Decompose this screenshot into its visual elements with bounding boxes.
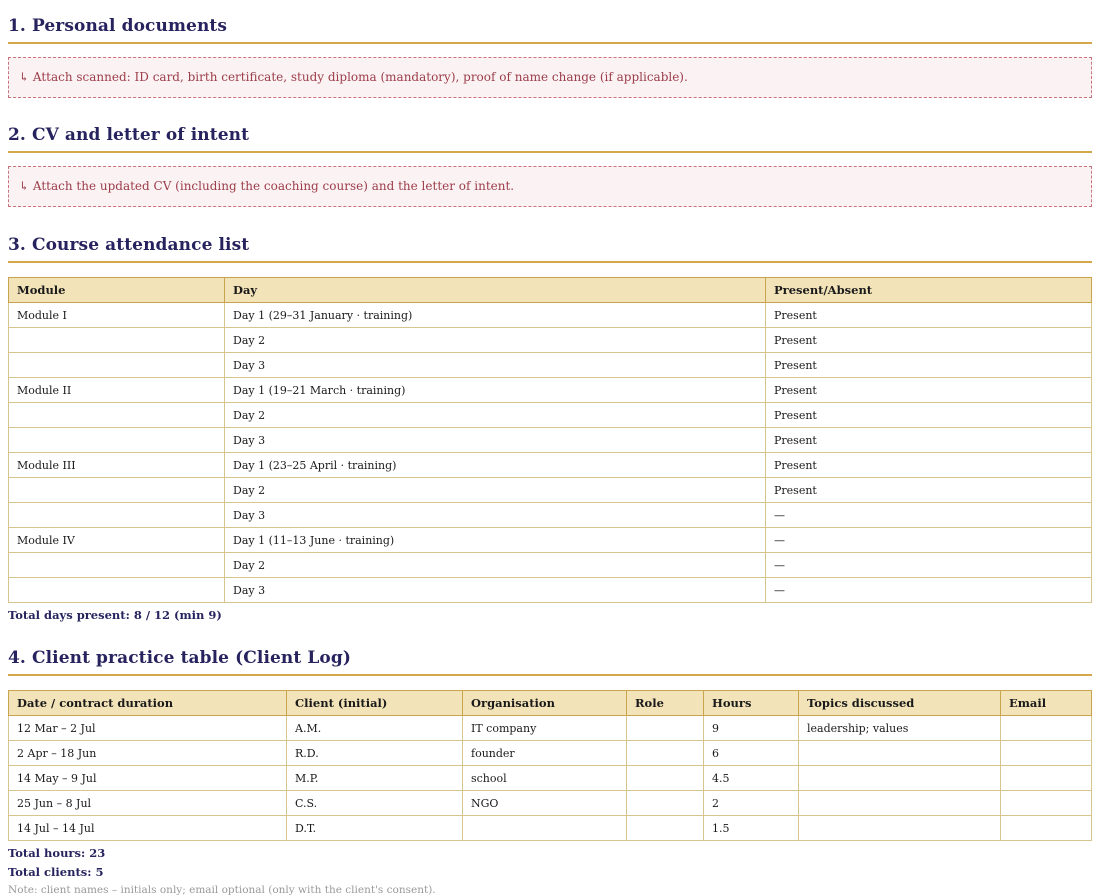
attendance-row-cell: Present	[766, 303, 1092, 328]
section-title-cv-letter: 2. CV and letter of intent	[8, 98, 1092, 153]
attendance-row	[9, 528, 1092, 553]
client-log-row	[9, 716, 1092, 741]
attendance-row	[9, 503, 1092, 528]
client-total-hours: Total hours: 23	[8, 846, 106, 860]
attendance-row-cell: Day 1 (19–21 March · training)	[225, 378, 766, 403]
client-log-row-cell	[627, 791, 704, 816]
client-log-row-cell: 14 Jul – 14 Jul	[9, 816, 287, 841]
client-header-email: Email	[1001, 691, 1092, 716]
client-log-row-cell	[627, 816, 704, 841]
client-log-row-cell	[799, 791, 1001, 816]
attendance-row-cell: Day 3	[225, 578, 766, 603]
attendance-row-cell: Module I	[9, 303, 225, 328]
cv-letter-notice: ↳ Attach the updated CV (including the coaching course) and the letter of intent.	[8, 166, 1092, 207]
attendance-header-present: Present/Absent	[766, 278, 1092, 303]
client-header-organisation: Organisation	[463, 691, 627, 716]
attendance-row	[9, 303, 1092, 328]
client-log-row-cell: school	[463, 766, 627, 791]
attendance-row-cell	[9, 328, 225, 353]
attendance-row-cell	[9, 553, 225, 578]
personal-documents-notice: ↳ Attach scanned: ID card, birth certificate, study diploma (mandatory), proof of name change (if applicable).	[8, 57, 1092, 98]
client-log-row	[9, 766, 1092, 791]
client-log-row-cell	[627, 716, 704, 741]
attendance-row-cell: Module II	[9, 378, 225, 403]
attendance-header-day: Day	[225, 278, 766, 303]
client-log-row-cell: A.M.	[287, 716, 463, 741]
client-log-row-cell: 14 May – 9 Jul	[9, 766, 287, 791]
client-log-row-cell	[1001, 741, 1092, 766]
attendance-row-cell	[9, 578, 225, 603]
attendance-header-module: Module	[9, 278, 225, 303]
attendance-row-cell: Module IV	[9, 528, 225, 553]
attendance-row-cell: Present	[766, 328, 1092, 353]
client-log-row-cell: IT company	[463, 716, 627, 741]
attendance-row-cell: Present	[766, 378, 1092, 403]
attendance-row-cell: —	[766, 528, 1092, 553]
attendance-row-cell: Day 3	[225, 503, 766, 528]
client-log-row-cell: 12 Mar – 2 Jul	[9, 716, 287, 741]
attendance-row-cell: Day 1 (11–13 June · training)	[225, 528, 766, 553]
client-log-row-cell: founder	[463, 741, 627, 766]
attendance-row-cell: Day 2	[225, 328, 766, 353]
client-log-row-cell	[799, 766, 1001, 791]
attendance-row-cell: Day 3	[225, 428, 766, 453]
attendance-total: Total days present: 8 / 12 (min 9)	[8, 608, 222, 622]
client-log-row-cell: NGO	[463, 791, 627, 816]
attendance-row	[9, 453, 1092, 478]
client-log-row	[9, 816, 1092, 841]
attendance-row	[9, 428, 1092, 453]
client-log-row-cell: 9	[704, 716, 799, 741]
client-header-role: Role	[627, 691, 704, 716]
client-log-row-cell: 4.5	[704, 766, 799, 791]
client-log-row-cell	[1001, 716, 1092, 741]
attendance-row	[9, 328, 1092, 353]
attendance-row-cell	[9, 503, 225, 528]
attendance-row	[9, 478, 1092, 503]
attendance-row-cell: Present	[766, 428, 1092, 453]
attendance-row-cell	[9, 353, 225, 378]
attendance-row-cell	[9, 403, 225, 428]
client-log-header-row	[9, 691, 1092, 716]
section-title-personal-documents: 1. Personal documents	[8, 0, 1092, 44]
attendance-row	[9, 578, 1092, 603]
attendance-row-cell: Day 2	[225, 478, 766, 503]
attendance-row	[9, 403, 1092, 428]
attendance-row-cell: Day 3	[225, 353, 766, 378]
client-header-topics: Topics discussed	[799, 691, 1001, 716]
attendance-row-cell: Module III	[9, 453, 225, 478]
client-log-row-cell	[627, 741, 704, 766]
attendance-row	[9, 553, 1092, 578]
client-log-row-cell: M.P.	[287, 766, 463, 791]
attendance-row-cell: —	[766, 503, 1092, 528]
attendance-row-cell	[9, 428, 225, 453]
attendance-row-cell: Present	[766, 403, 1092, 428]
client-log-row-cell	[627, 766, 704, 791]
client-log-table	[8, 690, 1092, 841]
client-log-row-cell	[799, 816, 1001, 841]
client-log-row-cell: 2	[704, 791, 799, 816]
attendance-row-cell: —	[766, 553, 1092, 578]
client-header-hours: Hours	[704, 691, 799, 716]
attendance-row-cell: Day 1 (29–31 January · training)	[225, 303, 766, 328]
client-log-row-cell: 25 Jun – 8 Jul	[9, 791, 287, 816]
attendance-row-cell	[9, 478, 225, 503]
section-title-attendance: 3. Course attendance list	[8, 207, 1092, 263]
client-log-row-cell	[1001, 816, 1092, 841]
attendance-row-cell: Day 1 (23–25 April · training)	[225, 453, 766, 478]
attendance-row-cell: Day 2	[225, 403, 766, 428]
attendance-row	[9, 353, 1092, 378]
client-log-row-cell: 1.5	[704, 816, 799, 841]
client-total-clients: Total clients: 5	[8, 865, 104, 879]
client-log-row	[9, 741, 1092, 766]
section-title-client-log: 4. Client practice table (Client Log)	[8, 622, 1092, 676]
attendance-row-cell: —	[766, 578, 1092, 603]
attendance-row	[9, 378, 1092, 403]
client-log-row-cell	[1001, 766, 1092, 791]
attendance-row-cell: Present	[766, 453, 1092, 478]
client-log-row-cell: R.D.	[287, 741, 463, 766]
client-log-row-cell: 6	[704, 741, 799, 766]
client-log-row-cell	[463, 816, 627, 841]
client-log-row-cell: D.T.	[287, 816, 463, 841]
attendance-header-row	[9, 278, 1092, 303]
client-log-row-cell: 2 Apr – 18 Jun	[9, 741, 287, 766]
client-log-row-cell: leadership; values	[799, 716, 1001, 741]
client-log-note: Note: client names – initials only; email optional (only with the client's consent).	[8, 884, 436, 896]
attendance-row-cell: Present	[766, 478, 1092, 503]
attendance-row-cell: Day 2	[225, 553, 766, 578]
client-log-row-cell: C.S.	[287, 791, 463, 816]
attendance-table	[8, 277, 1092, 603]
client-header-date: Date / contract duration	[9, 691, 287, 716]
client-log-row	[9, 791, 1092, 816]
client-log-row-cell	[1001, 791, 1092, 816]
client-log-row-cell	[799, 741, 1001, 766]
client-header-client: Client (initial)	[287, 691, 463, 716]
attendance-row-cell: Present	[766, 353, 1092, 378]
